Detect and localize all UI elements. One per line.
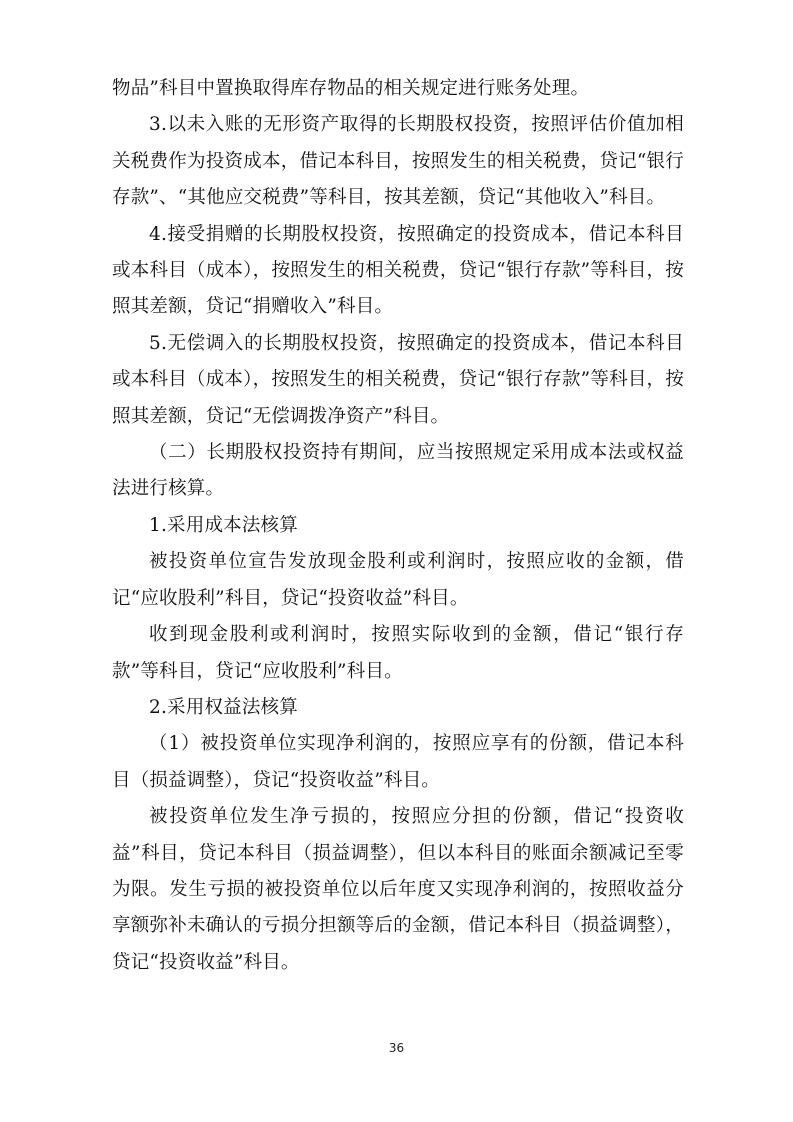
paragraph-net-loss: 被投资单位发生净亏损的，按照应分担的份额，借记“投资收益”科目，贷记本科目（损益调整），但以本科目的账面余额减记至零为限。发生亏损的被投资单位以后年度又实现净利润的，按照收益分享额弥补未确认的亏损分担额等后的金额，借记本科目（损益调整），贷记“投资收益”科目。 [112,806,684,973]
paragraph-dividend-received: 收到现金股利或利润时，按照实际收到的金额，借记“银行存款”等科目，贷记“应收股利”科目。 [112,624,684,682]
section-heading-2: （二）长期股权投资持有期间，应当按照规定采用成本法或权益法进行核算。 [112,442,684,500]
paragraph-item-5: 5.无偿调入的长期股权投资，按照确定的投资成本，借记本科目或本科目（成本），按照发生的相关税费，贷记“银行存款”等科目，按照其差额，贷记“无偿调拨净资产”科目。 [112,332,684,427]
subheading-cost-method: 1.采用成本法核算 [149,514,298,536]
paragraph-net-profit: （1）被投资单位实现净利润的，按照应享有的份额，借记本科目（损益调整），贷记“投资收益”科目。 [112,733,684,791]
page-number: 36 [388,1041,405,1055]
paragraph-dividend-declared: 被投资单位宣告发放现金股利或利润时，按照应收的金额，借记“应收股利”科目，贷记“投资收益”科目。 [112,551,684,609]
paragraph-item-4: 4.接受捐赠的长期股权投资，按照确定的投资成本，借记本科目或本科目（成本），按照发生的相关税费，贷记“银行存款”等科目，按照其差额，贷记“捐赠收入”科目。 [112,223,684,318]
paragraph-continuation: 物品”科目中置换取得库存物品的相关规定进行账务处理。 [112,78,590,99]
subheading-equity-method: 2.采用权益法核算 [149,696,298,718]
document-body [112,71,684,981]
paragraph-item-3: 3.以未入账的无形资产取得的长期股权投资，按照评估价值加相关税费作为投资成本，借记本科目，按照发生的相关税费，贷记“银行存款”、“其他应交税费”等科目，按其差额，贷记“其他收入”科目。 [112,114,684,209]
